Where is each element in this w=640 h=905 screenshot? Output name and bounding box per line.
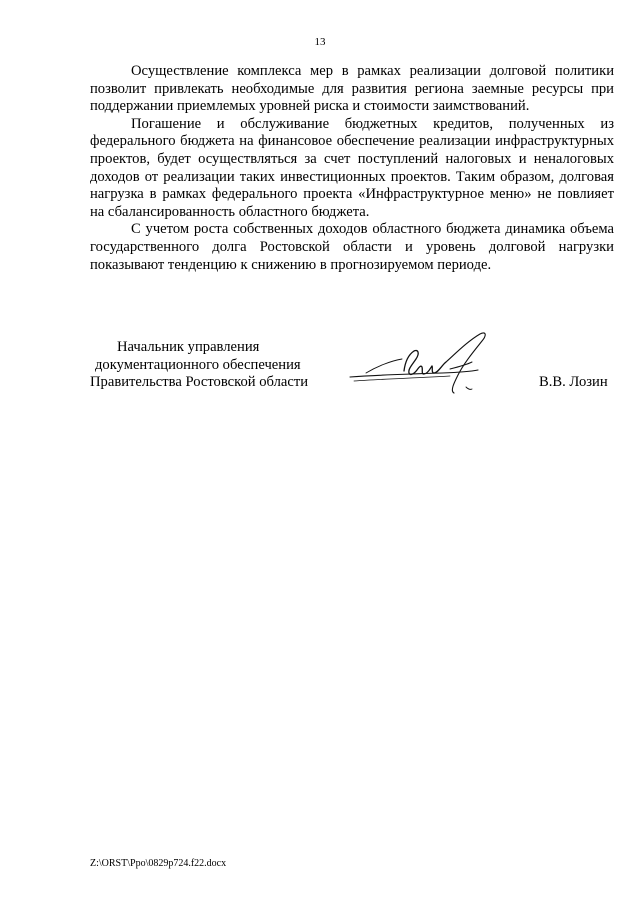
signatory-title-line: Начальник управления	[117, 339, 260, 355]
paragraph-debt-policy: Осуществление комплекса мер в рамках реализации долговой политики позволит привлекать необходимые для развития региона заемные ресурсы при поддержании приемлемых уровней риска и стоимости заимствований.	[90, 63, 614, 115]
paragraph-debt-trend: С учетом роста собственных доходов областного бюджета динамика объема государственного долга Ростовской области и уровень долговой нагрузки показывают тенденцию к снижению в прогнозируемом периоде.	[90, 221, 614, 273]
signatory-title-line: документационного обеспечения	[95, 356, 301, 373]
page-number: 13	[314, 36, 326, 48]
document-body	[90, 63, 614, 274]
signatory-title	[90, 339, 350, 392]
signature-block	[90, 339, 614, 419]
paragraph-budget-loans: Погашение и обслуживание бюджетных кредитов, полученных из федерального бюджета на финансовое обеспечение реализации инфраструктурных проектов, будет осуществляться за счет поступлений налоговых и неналоговых доходов от реализации таких инвестиционных проектов. Таким образом, долговая нагрузка в рамках федерального проекта «Инфраструктурное меню» не повлияет на сбалансированность областного бюджета.	[90, 115, 614, 220]
signatory-name: В.В. Лозин	[539, 374, 608, 390]
signatory-title-line: Правительства Ростовской области	[90, 374, 309, 391]
file-path-footer: Z:\ORST\Ppo\0829p724.f22.docx	[90, 858, 227, 869]
handwritten-signature	[346, 329, 512, 403]
